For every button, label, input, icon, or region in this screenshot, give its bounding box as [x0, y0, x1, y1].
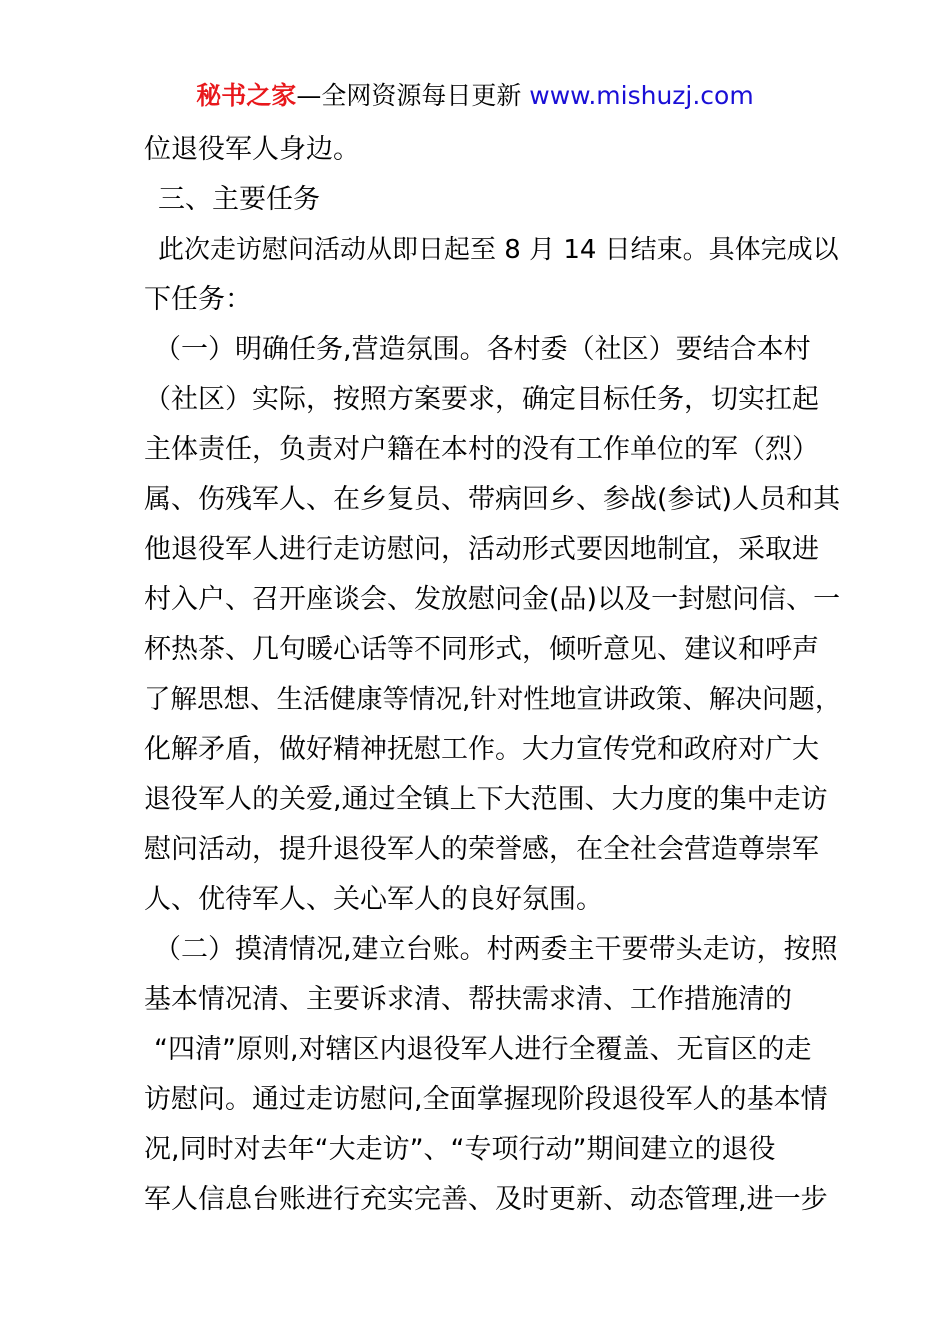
text-line: （二）摸清情况,建立台账。村两委主干要带头走访，按照	[154, 934, 838, 965]
text-line: 化解矛盾，做好精神抚慰工作。大力宣传党和政府对广大	[144, 734, 819, 765]
site-tagline: —全网资源每日更新	[296, 81, 522, 110]
text-line: （一）明确任务,营造氛围。各村委（社区）要结合本村	[154, 334, 811, 365]
text-line: 慰问活动，提升退役军人的荣誉感，在全社会营造尊崇军	[144, 834, 819, 865]
text-line: 下任务：	[144, 284, 252, 315]
text-line: 人、优待军人、关心军人的良好氛围。	[144, 884, 603, 915]
text-line: 杯热茶、几句暖心话等不同形式，倾听意见、建议和呼声	[144, 634, 819, 665]
document-body	[144, 125, 844, 1225]
text-line: 况,同时对去年“大走访”、“专项行动”期间建立的退役	[144, 1134, 776, 1165]
text-line: 属、伤残军人、在乡复员、带病回乡、参战(参试)人员和其	[144, 484, 841, 515]
text-line: 位退役军人身边。	[144, 134, 360, 165]
section-heading: 三、主要任务	[158, 184, 320, 215]
text-line: 此次走访慰问活动从即日起至 8 月 14 日结束。具体完成以	[158, 235, 839, 265]
text-line: 他退役军人进行走访慰问，活动形式要因地制宜，采取进	[144, 534, 819, 565]
text-line: 村入户、召开座谈会、发放慰问金(品)以及一封慰问信、一	[144, 584, 841, 615]
text-line: 基本情况清、主要诉求清、帮扶需求清、工作措施清的	[144, 984, 792, 1015]
text-line: 访慰问。通过走访慰问,全面掌握现阶段退役军人的基本情	[144, 1084, 828, 1115]
site-brand: 秘书之家	[196, 81, 297, 110]
text-line: 军人信息台账进行充实完善、及时更新、动态管理,进一步	[144, 1184, 828, 1215]
text-line: 了解思想、生活健康等情况,针对性地宣讲政策、解决问题，	[144, 684, 842, 715]
site-banner	[0, 78, 950, 114]
text-line: “四清”原则,对辖区内退役军人进行全覆盖、无盲区的走	[154, 1034, 812, 1065]
text-line: 主体责任，负责对户籍在本村的没有工作单位的军（烈）	[144, 434, 819, 465]
text-line: 退役军人的关爱,通过全镇上下大范围、大力度的集中走访	[144, 784, 828, 815]
site-url-link[interactable]: www.mishuzj.com	[529, 81, 754, 110]
text-line: （社区）实际，按照方案要求，确定目标任务，切实扛起	[144, 384, 819, 415]
